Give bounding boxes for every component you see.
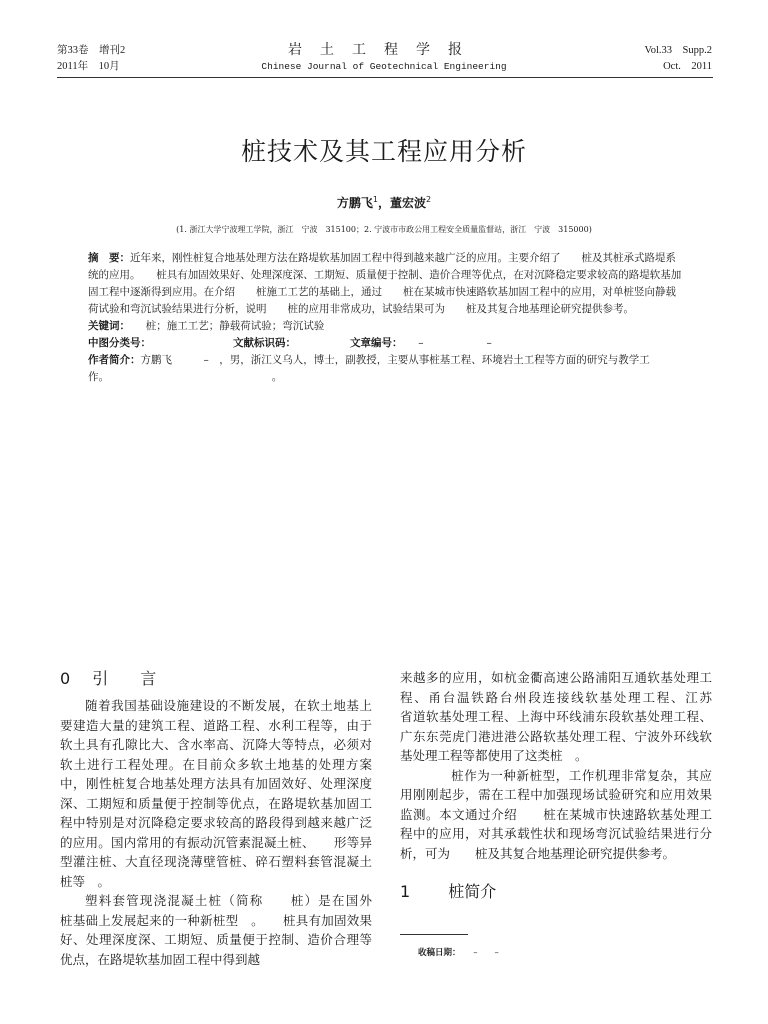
abstract-block bbox=[88, 250, 686, 386]
keywords-text: 桩；施工工艺；静载荷试验；弯沉试验 bbox=[124, 320, 325, 332]
received-date-value: – – bbox=[456, 948, 499, 958]
author-2: 董宏波 bbox=[390, 196, 427, 210]
abstract bbox=[88, 250, 686, 318]
classification-row bbox=[88, 335, 686, 352]
header-volume-en: Vol.33 Supp.2 bbox=[644, 45, 712, 56]
keywords-label: 关键词： bbox=[88, 320, 125, 332]
section-0-title: 引 言 bbox=[92, 669, 157, 688]
author-bio-label: 作者简介： bbox=[88, 354, 141, 366]
footnote-rule bbox=[400, 934, 468, 935]
article-number-label: 文章编号： bbox=[350, 337, 398, 349]
author-bio bbox=[88, 352, 686, 386]
header-volume-en-block bbox=[645, 43, 713, 75]
author-2-affil: 2 bbox=[426, 195, 432, 204]
received-date-label: 收稿日期： bbox=[418, 948, 457, 958]
paper-title: 桩技术及其工程应用分析 bbox=[240, 137, 527, 166]
section-1-title: 桩简介 bbox=[448, 882, 497, 901]
section-0-heading bbox=[60, 668, 372, 690]
received-date bbox=[418, 946, 499, 958]
author-separator: ， bbox=[377, 196, 390, 210]
affiliation: (1. 浙江大学宁波理工学院，浙江 宁波 315100；2. 宁波市市政公用工程安全质量监督站，浙江 宁波 315000) bbox=[176, 225, 592, 234]
section-0-number: 0 bbox=[60, 669, 71, 688]
article-number-value: – – bbox=[397, 337, 492, 349]
abstract-label: 摘 要： bbox=[88, 252, 130, 264]
header-date: 2011年 10月 bbox=[57, 61, 120, 72]
author-1-affil: 1 bbox=[372, 195, 378, 204]
header-date-en: Oct. 2011 bbox=[663, 61, 712, 72]
abstract-text: 近年来，刚性桩复合地基处理方法在路堤软基加固工程中得到越来越广泛的应用。主要介绍了 桩及其桩承式路堤系统的应用。 桩具有加固效果好、处理深度深、工期短、质量便于控制、造价合理等优点，在对沉降稳定要求较高的路堤软基加固工程中逐渐得到应用。在介绍 桩施工工艺的基础上，通过 桩在某城市快速路软基加固工程中的应用，对单桩竖向静载荷试验和弯沉试验结果进行分析，说明 桩的应用非常成功，试验结果可为 桩及其复合地基理论研究提供参考。 bbox=[88, 252, 682, 315]
keywords bbox=[88, 318, 686, 335]
journal-title-cn: 岩土工程学报 bbox=[288, 42, 480, 58]
author-line bbox=[0, 194, 768, 211]
right-column bbox=[400, 668, 738, 903]
intro-paragraph-1: 随着我国基础设施建设的不断发展，在软土地基上要建造大量的建筑工程、道路工程、水利工程等，由于软土具有孔隙比大、含水率高、沉降大等特点，必须对软土进行工程处理。在目前众多软土地基的处理方案中，刚性桩复合地基处理方法具有加固效好、处理深度深、工期短和质量便于控制等优点，在路堤软基加固工程中特别是对沉降稳定要求较高的路段得到越来越广泛的应用。国内常用的有振动沉管素混凝土桩、 形等异型灌注桩、大直径现浇薄壁管桩、碎石塑料套管混凝土桩等 。 bbox=[60, 698, 372, 889]
section-1-heading bbox=[400, 881, 712, 903]
doc-code-label: 文献标识码： bbox=[233, 337, 296, 349]
intro-paragraph-3: 来越多的应用，如杭金衢高速公路浦阳互通软基处理工程、甬台温铁路台州段连接线软基处理工程、江苏 省道软基处理工程、上海中环线浦东段软基处理工程、广东东莞虎门港进港公路软基处理工程、宁波外环线软基处理工程等都使用了这类桩 。 bbox=[400, 670, 738, 763]
journal-title-en: Chinese Journal of Geotechnical Engineering bbox=[261, 61, 507, 72]
article-number bbox=[350, 335, 492, 352]
header-volume: 第33卷 增刊2 bbox=[57, 45, 126, 56]
header-rule bbox=[57, 77, 713, 78]
intro-paragraph-4: 桩作为一种新桩型，工作机理非常复杂，其应用刚刚起步，需在工程中加强现场试验研究和应用效果监测。本文通过介绍 桩在某城市快速路软基处理工程中的应用，对其承载性状和现场弯沉试验结果进行分析，可为 桩及其复合地基理论研究提供参考。 bbox=[400, 767, 712, 861]
intro-paragraph-2: 塑料套管现浇混凝土桩（简称 桩）是在国外 桩基础上发展起来的一种新桩型 。 桩具有加固效果好、处理深度深、工期短、质量便于控制、造价合理等优点，在路堤软基加固工程中得到越 bbox=[60, 893, 398, 967]
section-1-number: 1 bbox=[400, 882, 411, 901]
author-1: 方鹏飞 bbox=[336, 196, 373, 210]
author-bio-text: 方鹏飞 – ，男，浙江义乌人，博士，副教授，主要从事桩基工程、环境岩土工程等方面的研究与教学工作。 。 bbox=[88, 354, 650, 383]
clc-label: 中图分类号： bbox=[88, 337, 151, 349]
left-column bbox=[60, 668, 398, 969]
